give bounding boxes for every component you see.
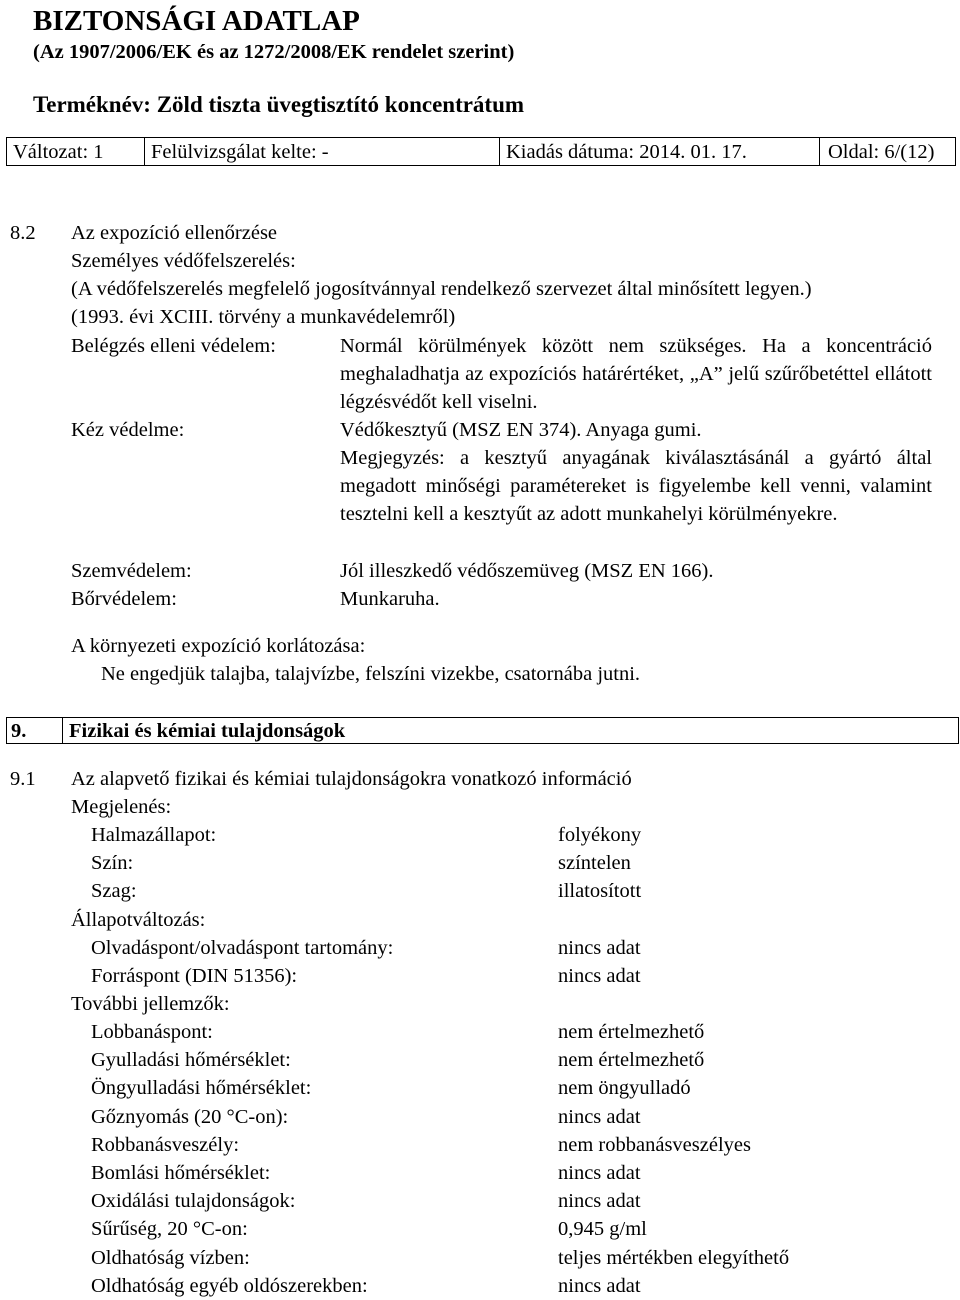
environmental-text: Ne engedjük talajba, talajvízbe, felszíni vizekbe, csatornába jutni. [101, 663, 641, 685]
state-change-property-value: nincs adat [558, 965, 641, 988]
state-change-property-row [91, 962, 891, 990]
other-property-value: nem öngyulladó [558, 1077, 691, 1100]
respiratory-label: Belégzés elleni védelem: [71, 335, 276, 357]
other-property-label: Robbanásveszély: [91, 1133, 240, 1156]
other-property-row [91, 1018, 891, 1046]
other-property-label: Sűrűség, 20 °C-on: [91, 1218, 248, 1241]
other-property-value: nincs adat [558, 1274, 641, 1297]
ppe-note-1: (A védőfelszerelés megfelelő jogosítvánnyal rendelkező szervezet által minősített legyen.) [71, 278, 812, 300]
other-property-row [91, 1074, 891, 1102]
other-property-value: nincs adat [558, 1105, 641, 1128]
other-property-label: Oxidálási tulajdonságok: [91, 1190, 296, 1213]
environmental-heading: A környezeti expozíció korlátozása: [71, 635, 366, 657]
other-property-value: nincs adat [558, 1162, 641, 1184]
state-change-property-label: Olvadáspont/olvadáspont tartomány: [91, 937, 394, 959]
other-property-label: Lobbanáspont: [91, 1021, 213, 1043]
other-property-value: nem értelmezhető [558, 1021, 705, 1043]
other-property-row [91, 1272, 891, 1300]
hand-protection-label: Kéz védelme: [71, 419, 185, 441]
appearance-property-label: Szag: [91, 880, 137, 903]
other-property-label: Oldhatóság egyéb oldószerekben: [91, 1274, 368, 1297]
ppe-note-2: (1993. évi XCIII. törvény a munkavédelemről) [71, 306, 456, 328]
section-9-number: 9. [7, 718, 63, 743]
eye-protection-label: Szemvédelem: [71, 560, 192, 582]
section-9-header [6, 717, 959, 744]
respiratory-text: Normál körülmények között nem szükséges. Ha a koncentráció meghaladhatja az expozíciós határértéket, „A” jelű szűrőbetéttel ellátott légzésvédőt kell viselni. [340, 335, 932, 413]
other-property-label: Öngyulladási hőmérséklet: [91, 1077, 312, 1100]
version-cell: Változat: 1 [7, 138, 145, 165]
appearance-property-row [91, 877, 891, 905]
page-number-cell: Oldal: 6/(12) [828, 141, 935, 163]
appearance-property-label: Szín: [91, 852, 134, 875]
state-change-property-row [91, 934, 891, 962]
other-property-value: nem robbanásveszélyes [558, 1133, 751, 1156]
other-property-value: 0,945 g/ml [558, 1218, 647, 1241]
hand-protection-text: Védőkesztyű (MSZ EN 374). Anyaga gumi. [340, 419, 702, 441]
other-properties-heading: További jellemzők: [71, 993, 230, 1015]
eye-protection-text: Jól illeszkedő védőszemüveg (MSZ EN 166). [340, 560, 714, 582]
appearance-property-value: folyékony [558, 824, 642, 846]
other-property-row [91, 1215, 891, 1243]
section-8-2-title: Az expozíció ellenőrzése [71, 222, 278, 244]
state-change-property-label: Forráspont (DIN 51356): [91, 965, 298, 988]
other-property-row [91, 1244, 891, 1272]
other-property-row [91, 1046, 891, 1074]
document-title: BIZTONSÁGI ADATLAP [33, 5, 360, 37]
section-9-title: Fizikai és kémiai tulajdonságok [69, 720, 346, 742]
document-info-bar [6, 137, 956, 166]
appearance-property-value: illatosított [558, 880, 642, 903]
appearance-property-value: színtelen [558, 852, 631, 875]
other-property-label: Oldhatóság vízben: [91, 1246, 250, 1269]
section-9-1-title: Az alapvető fizikai és kémiai tulajdonságokra vonatkozó információ [71, 768, 632, 790]
appearance-heading: Megjelenés: [71, 796, 172, 818]
section-9-1-number: 9.1 [10, 768, 36, 790]
other-property-row [91, 1131, 891, 1159]
other-property-row [91, 1103, 891, 1131]
other-property-label: Gyulladási hőmérséklet: [91, 1049, 291, 1072]
regulation-reference: (Az 1907/2006/EK és az 1272/2008/EK rendelet szerint) [33, 41, 515, 63]
other-property-row [91, 1187, 891, 1215]
appearance-property-row [91, 849, 891, 877]
other-property-label: Bomlási hőmérséklet: [91, 1162, 271, 1184]
ppe-heading: Személyes védőfelszerelés: [71, 250, 296, 272]
issue-date-cell: Kiadás dátuma: 2014. 01. 17. [500, 138, 820, 165]
other-property-value: nincs adat [558, 1190, 641, 1213]
other-property-label: Gőznyomás (20 °C-on): [91, 1105, 289, 1128]
skin-protection-label: Bőrvédelem: [71, 588, 177, 610]
hand-protection-note: Megjegyzés: a kesztyű anyagának kiválasztásánál a gyártó által megadott minőségi paramétereket is figyelembe kell venni, valamint tesztelni kell a kesztyűt az adott munkahelyi körülményekre. [340, 447, 932, 525]
state-change-property-value: nincs adat [558, 937, 641, 959]
appearance-property-label: Halmazállapot: [91, 824, 217, 846]
appearance-property-row [91, 821, 891, 849]
product-name: Terméknév: Zöld tiszta üvegtisztító koncentrátum [33, 92, 525, 117]
other-property-row [91, 1159, 891, 1187]
state-change-heading: Állapotváltozás: [71, 909, 206, 931]
other-property-value: teljes mértékben elegyíthető [558, 1246, 790, 1269]
other-property-value: nem értelmezhető [558, 1049, 705, 1072]
section-8-2-number: 8.2 [10, 222, 36, 244]
skin-protection-text: Munkaruha. [340, 588, 440, 610]
review-date-cell: Felülvizsgálat kelte: - [145, 138, 500, 165]
